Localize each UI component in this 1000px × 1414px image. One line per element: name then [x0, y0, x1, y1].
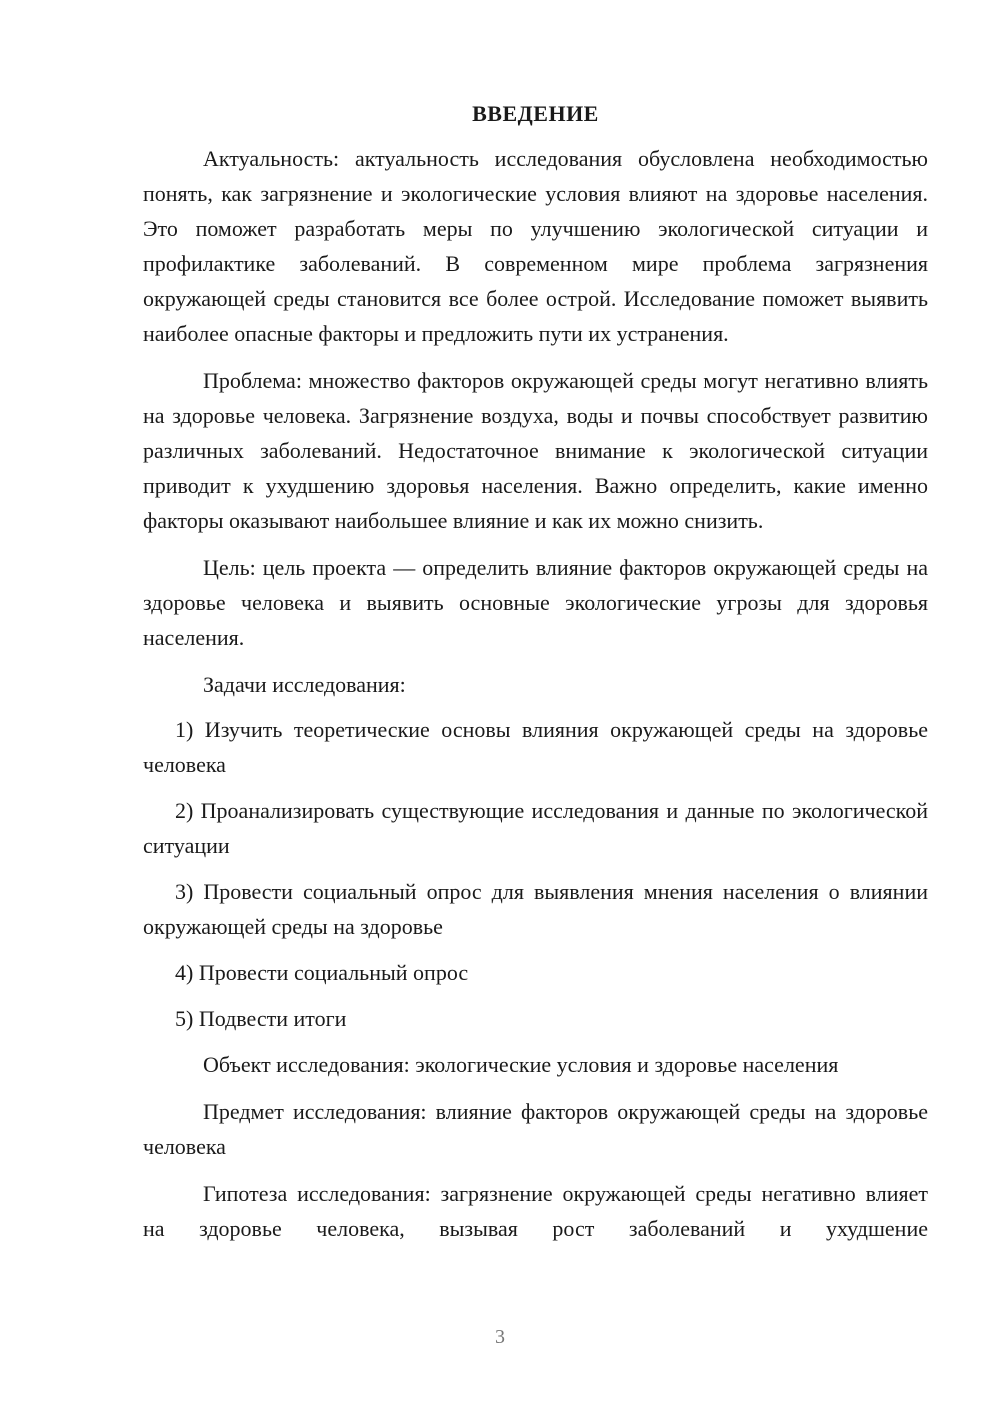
problem-paragraph: Проблема: множество факторов окружающей среды могут негативно влиять на здоровье человека. Загрязнение воздуха, воды и почвы способствует развитию различных заболеваний. Недостаточное внимание к экологической ситуации приводит к ухудшению здоровья населения. Важно определить, какие именно факторы оказывают наибольшее влияние и как их можно снизить. — [143, 368, 928, 533]
goal-paragraph: Цель: цель проекта — определить влияние факторов окружающей среды на здоровье человека и выявить основные экологические угрозы для здоровья населения. — [143, 555, 928, 650]
page-content — [143, 96, 928, 1258]
tasks-heading: Задачи исследования: — [203, 672, 406, 697]
object-paragraph: Объект исследования: экологические условия и здоровье населения — [203, 1052, 839, 1077]
hypothesis-paragraph: Гипотеза исследования: загрязнение окружающей среды негативно влияет на здоровье человека, вызывая рост заболеваний и ухудшение — [143, 1181, 928, 1241]
subject-paragraph: Предмет исследования: влияние факторов окружающей среды на здоровье человека — [143, 1099, 928, 1159]
tasks-list — [143, 712, 928, 1036]
task-item: 3) Провести социальный опрос для выявления мнения населения о влиянии окружающей среды на здоровье — [143, 879, 928, 939]
task-item: 2) Проанализировать существующие исследования и данные по экологической ситуации — [143, 798, 928, 858]
relevance-paragraph: Актуальность: актуальность исследования обусловлена необходимостью понять, как загрязнение и экологические условия влияют на здоровье населения. Это поможет разработать меры по улучшению экологической ситуации и профилактике заболеваний. В современном мире проблема загрязнения окружающей среды становится все более острой. Исследование поможет выявить наиболее опасные факторы и предложить пути их устранения. — [143, 146, 928, 346]
task-item: 5) Подвести итоги — [175, 1006, 347, 1031]
task-item: 1) Изучить теоретические основы влияния окружающей среды на здоровье человека — [143, 717, 928, 777]
task-item: 4) Провести социальный опрос — [175, 960, 469, 985]
page-title: ВВЕДЕНИЕ — [472, 101, 599, 126]
page-number: 3 — [495, 1326, 505, 1348]
